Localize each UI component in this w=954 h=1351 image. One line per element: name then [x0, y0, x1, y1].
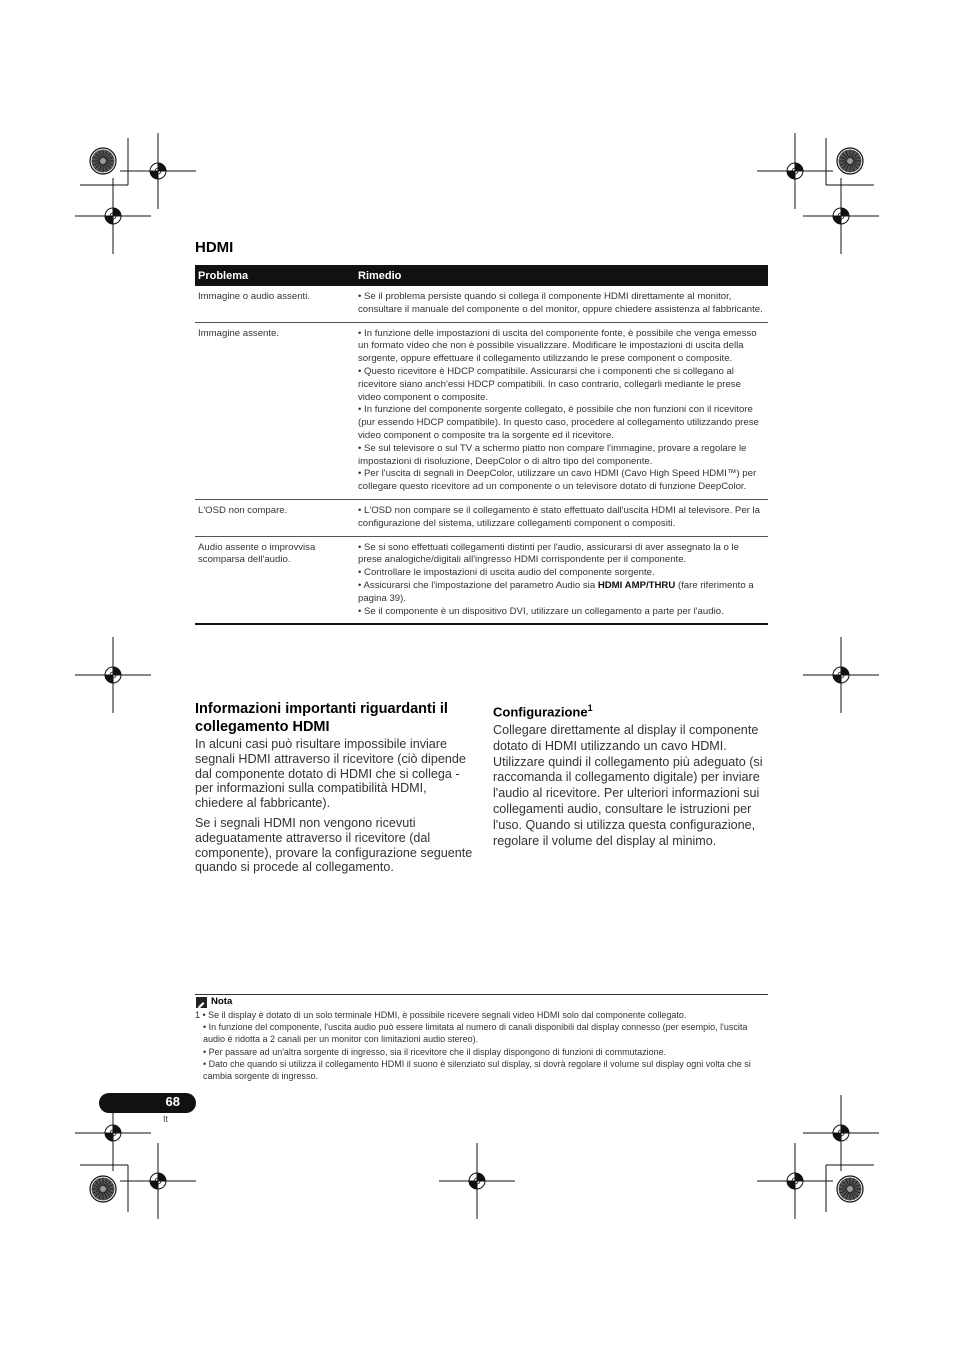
remedy-item: • Per l'uscita di segnali in DeepColor, utilizzare un cavo HDMI (Cavo High Speed HDMI™) per collegare questo ricevitore ad un componente o un televisore dotato di funzione DeepColor.: [358, 468, 757, 493]
setting-value: HDMI AMP/THRU: [597, 579, 676, 591]
language-code: It: [163, 1114, 169, 1124]
table-row: [195, 536, 768, 624]
note-item: • Dato che quando si utilizza il collegamento HDMI il suono è silenziato sul display, si dovrà regolare il volume sul display ogni volta che si cambia sorgente di ingresso.: [203, 1058, 751, 1082]
note-list: [195, 1009, 770, 1082]
config-title-text: Configurazione: [493, 704, 588, 720]
note-icon: [196, 997, 207, 1008]
table-row: [195, 499, 768, 536]
remedy-item: • Se sul televisore o sul TV a schermo piatto non compare l'immagine, provare a regolare le impostazioni di risoluzione, DeepColor o di altro tipo del componente.: [358, 442, 747, 467]
crop-mark-left-middle: [75, 637, 151, 713]
problem-cell: Audio assente o improvvisa scomparsa dell'audio.: [195, 536, 355, 624]
remedy-item: • Controllare le impostazioni di uscita audio del componente sorgente.: [358, 567, 655, 579]
crop-mark-right-middle: [803, 637, 879, 713]
page-number: 68: [165, 1094, 180, 1109]
remedy-item: • In funzione delle impostazioni di uscita del componente fonte, è possibile che venga emesso un formato video che non è possibile visualizzare. Modificare le impostazioni di uscita della sorgente, oppure effettuare il collegamento utilizzando le prese component o composite.: [358, 327, 757, 365]
paragraph: Se i segnali HDMI non vengono ricevuti adeguatamente attraverso il ricevitore (dal componente), provare la configurazione seguente quando si procede al collegamento.: [195, 815, 473, 875]
remedy-cell: [355, 499, 768, 536]
page-number-tab: [99, 1093, 196, 1113]
table-header-row: [195, 265, 768, 286]
info-section-body: [195, 737, 477, 880]
remedy-item: • Questo ricevitore è HDCP compatibile. Assicurarsi che i componenti che si collegano al ricevitore siano anch'essi HDCP compatibili. In caso contrario, collegarli mediante le prese video component o composite.: [358, 365, 741, 403]
config-section-title: [493, 703, 593, 719]
note-title: Nota: [211, 996, 233, 1007]
header-problem: Problema: [195, 265, 355, 286]
footnote-ref: 1: [587, 703, 593, 713]
remedy-text: (fare riferimento a pagina 39).: [358, 579, 754, 604]
remedy-text: • Assicurarsi che l'impostazione del parametro Audio sia: [358, 579, 598, 591]
table-row: [195, 322, 768, 499]
note-item: • In funzione del componente, l'uscita audio può essere limitata al numero di canali disponibili dal display connesso (per esempio, l'uscita audio è ridotta a 2 canali per un monitor con limitazioni audio stereo).: [203, 1022, 748, 1045]
crop-marks-top-right: [757, 133, 879, 254]
remedy-item: • L'OSD non compare se il collegamento è stato effettuato dall'uscita HDMI al televisore. Per la configurazione del sistema, utilizzare collegamenti component o compositi.: [358, 504, 760, 529]
troubleshooting-table: [195, 265, 768, 625]
table-row: [195, 286, 768, 322]
config-section-body: Collegare direttamente al display il componente dotato di HDMI utilizzando un cavo HDMI. Utilizzare quindi il collegamento più adeguato (si raccomanda il collegamento digitale) per inviare l'audio al ricevitore. Per ulteriori informazioni sui collegamenti audio, consultare le istruzioni per l'uso. Quando si utilizza questa configurazione, regolare il volume del display al minimo.: [493, 723, 763, 848]
note-item: • Per passare ad un'altra sorgente di ingresso, sia il ricevitore che il display dispongono di funzioni di commutazione.: [203, 1046, 667, 1057]
remedy-item: • Se il componente è un dispositivo DVI, utilizzare un collegamento a parte per l'audio.: [358, 605, 724, 617]
header-remedy: Rimedio: [355, 265, 768, 286]
problem-cell: Immagine o audio assenti.: [195, 286, 355, 322]
remedy-item: • In funzione del componente sorgente collegato, è possibile che non funzioni con il ricevitore (pur essendo HDCP compatibile). In questo caso, procedere al collegamento utilizzando prese video component o composite tra la sorgente ed il ricevitore.: [358, 404, 759, 441]
remedy-item: • Se il problema persiste quando si collega il componente HDMI direttamente al monitor, consultare il manuale del componente o del monitor, oppure chiedere assistenza al fabbricante.: [358, 291, 763, 315]
remedy-item: [358, 580, 765, 606]
crop-marks-bottom-left: [75, 1095, 196, 1219]
crop-marks-bottom-right: [757, 1095, 879, 1219]
note-divider: [195, 994, 768, 995]
problem-cell: Immagine assente.: [195, 322, 355, 499]
remedy-cell: [355, 286, 768, 322]
note-item: 1 • Se il display è dotato di un solo terminale HDMI, è possibile ricevere segnali video HDMI solo dal componente collegato.: [195, 1010, 687, 1020]
remedy-cell: [355, 536, 768, 624]
crop-mark-bottom-center: [439, 1143, 515, 1219]
problem-cell: L'OSD non compare.: [195, 499, 355, 536]
remedy-item: • Se si sono effettuati collegamenti distinti per l'audio, assicurarsi di aver assegnato la o le prese analogiche/digitali all'ingresso HDMI corrispondente per il componente.: [358, 541, 739, 566]
section-title: HDMI: [195, 239, 234, 256]
crop-marks-top-left: [75, 133, 196, 254]
paragraph: In alcuni casi può risultare impossibile inviare segnali HDMI attraverso il ricevitore (ciò dipende dal componente dotato di HDMI che si collega - per informazioni sulla compatibilità HDMI, chiedere al fabbricante).: [195, 737, 466, 811]
info-section-title: Informazioni importanti riguardanti il collegamento HDMI: [195, 701, 448, 735]
remedy-cell: [355, 322, 768, 499]
